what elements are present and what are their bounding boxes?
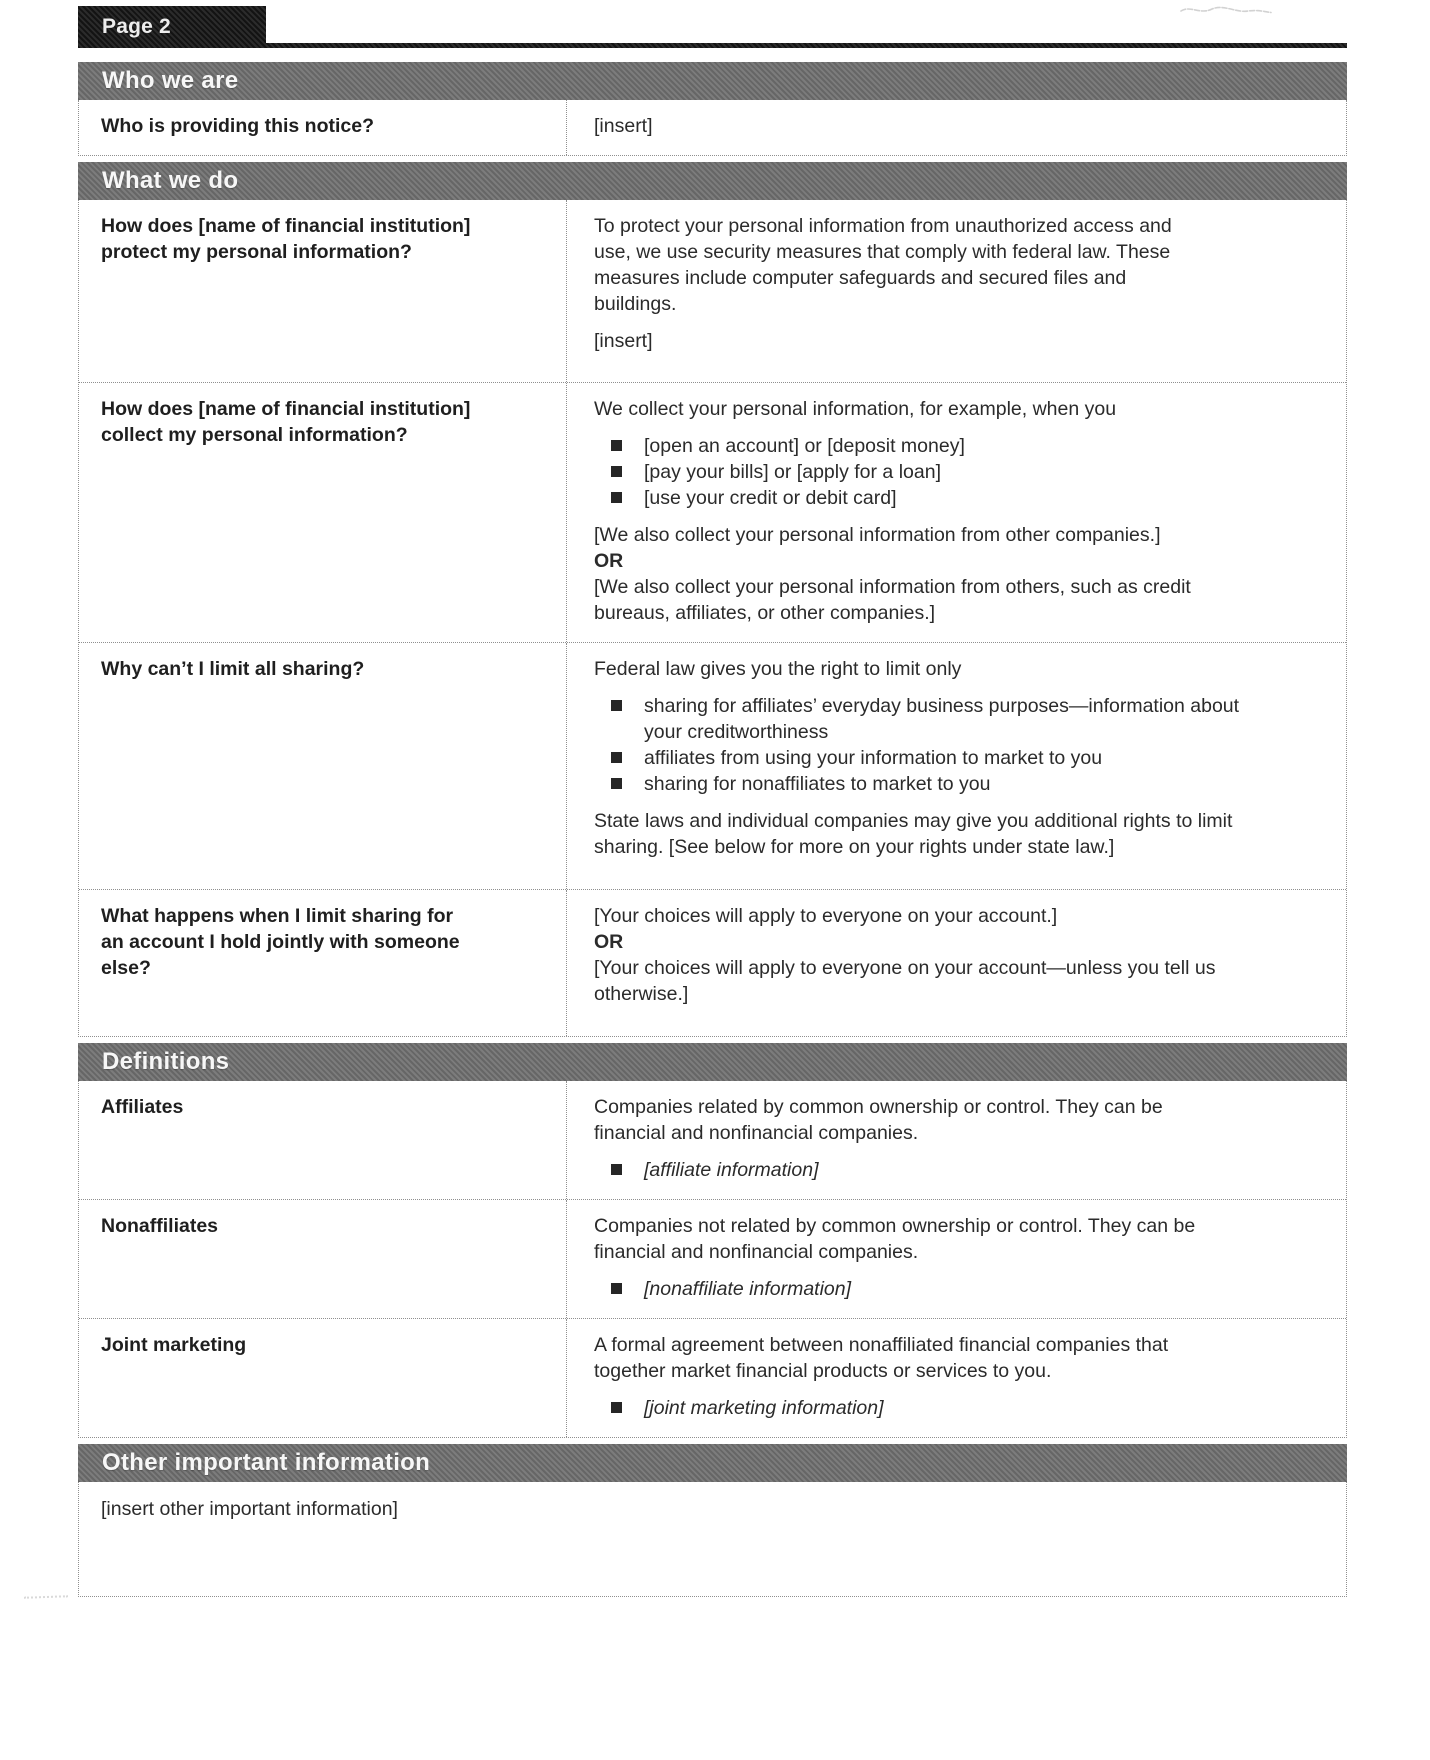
bullet-list bbox=[594, 693, 1276, 797]
answer-cell bbox=[566, 100, 1346, 155]
bullet-square-icon bbox=[611, 1402, 622, 1413]
answer-paragraph: We collect your personal information, for example, when you bbox=[594, 398, 1117, 420]
question-cell: How does [name of financial institution] collect my personal information? bbox=[101, 398, 471, 446]
definition-cell bbox=[566, 1081, 1346, 1199]
table-row bbox=[79, 100, 1346, 155]
scan-artifact-smudge bbox=[24, 1595, 68, 1600]
bullet-text: [pay your bills] or [apply for a loan] bbox=[644, 461, 941, 483]
bullet-item bbox=[594, 459, 1264, 485]
bullet-item bbox=[594, 1157, 1226, 1183]
page-number-label: Page 2 bbox=[102, 15, 171, 38]
page-number-tab bbox=[78, 6, 266, 48]
bullet-item bbox=[594, 485, 1264, 511]
or-label: OR bbox=[594, 550, 624, 572]
answer-paragraph: [We also collect your personal information from others, such as credit bureaus, affiliates, or other companies.] bbox=[594, 576, 1191, 624]
definitions-table bbox=[78, 1081, 1347, 1438]
table-row bbox=[79, 200, 1346, 382]
or-label: OR bbox=[594, 931, 624, 953]
term-cell: Nonaffiliates bbox=[101, 1215, 219, 1237]
answer-cell bbox=[566, 643, 1346, 889]
other-information-box bbox=[78, 1482, 1347, 1597]
table-row bbox=[79, 642, 1346, 889]
page-header bbox=[78, 0, 1347, 48]
section-title: Definitions bbox=[102, 1048, 230, 1075]
header-rule bbox=[78, 43, 1347, 48]
question-cell: Who is providing this notice? bbox=[101, 115, 374, 137]
bullet-square-icon bbox=[611, 752, 622, 763]
answer-paragraph: To protect your personal information from unauthorized access and use, we use security measures that comply with federal law. These measures include computer safeguards and secured files and buildings. bbox=[594, 215, 1172, 315]
bullet-text: [joint marketing information] bbox=[644, 1397, 884, 1419]
bullet-list bbox=[594, 1395, 1226, 1421]
answer-paragraph: State laws and individual companies may give you additional rights to limit sharing. [See below for more on your rights under state law.] bbox=[594, 810, 1233, 858]
answer-paragraph: [Your choices will apply to everyone on your account.] bbox=[594, 905, 1058, 927]
table-row bbox=[79, 889, 1346, 1036]
bullet-square-icon bbox=[611, 700, 622, 711]
bullet-list bbox=[594, 433, 1264, 511]
bullet-text: [open an account] or [deposit money] bbox=[644, 435, 965, 457]
question-cell: How does [name of financial institution] protect my personal information? bbox=[101, 215, 471, 263]
bullet-text: affiliates from using your information to market to you bbox=[644, 747, 1103, 769]
bullet-item bbox=[594, 771, 1276, 797]
definition-text: Companies not related by common ownership or control. They can be financial and nonfinancial companies. bbox=[594, 1215, 1196, 1263]
bullet-item bbox=[594, 433, 1264, 459]
bullet-square-icon bbox=[611, 778, 622, 789]
bullet-square-icon bbox=[611, 1164, 622, 1175]
section-title: What we do bbox=[102, 167, 239, 194]
answer-cell bbox=[566, 890, 1346, 1036]
who-table bbox=[78, 100, 1347, 156]
bullet-square-icon bbox=[611, 1283, 622, 1294]
section-title: Who we are bbox=[102, 67, 239, 94]
section-title: Other important information bbox=[102, 1449, 431, 1476]
table-row bbox=[79, 1318, 1346, 1437]
question-cell: Why can’t I limit all sharing? bbox=[101, 658, 365, 680]
answer-cell bbox=[566, 383, 1346, 642]
section-header-other-important-information bbox=[78, 1444, 1347, 1482]
section-header-what-we-do bbox=[78, 162, 1347, 200]
bullet-text: sharing for nonaffiliates to market to you bbox=[644, 773, 991, 795]
bullet-square-icon bbox=[611, 492, 622, 503]
answer-text: [insert] bbox=[594, 115, 653, 137]
bullet-text: [affiliate information] bbox=[644, 1159, 819, 1181]
table-row bbox=[79, 382, 1346, 642]
what-we-do-table bbox=[78, 200, 1347, 1037]
question-cell: What happens when I limit sharing for an account I hold jointly with someone else? bbox=[101, 905, 460, 979]
bullet-text: [nonaffiliate information] bbox=[644, 1278, 852, 1300]
bullet-item bbox=[594, 1395, 1226, 1421]
definition-cell bbox=[566, 1319, 1346, 1437]
answer-paragraph: [We also collect your personal information from other companies.] bbox=[594, 524, 1161, 546]
answer-paragraph: Federal law gives you the right to limit only bbox=[594, 658, 962, 680]
term-cell: Affiliates bbox=[101, 1096, 184, 1118]
bullet-item bbox=[594, 745, 1276, 771]
section-definitions bbox=[78, 1043, 1347, 1438]
definition-cell bbox=[566, 1200, 1346, 1318]
bullet-square-icon bbox=[611, 466, 622, 477]
bullet-list bbox=[594, 1276, 1226, 1302]
table-row bbox=[79, 1199, 1346, 1318]
privacy-notice-document bbox=[78, 0, 1347, 1597]
bullet-text: sharing for affiliates’ everyday business purposes—information about your creditworthiness bbox=[644, 695, 1240, 743]
section-what-we-do bbox=[78, 162, 1347, 1037]
bullet-item bbox=[594, 1276, 1226, 1302]
section-who-we-are bbox=[78, 62, 1347, 156]
answer-paragraph: [insert] bbox=[594, 330, 653, 352]
bullet-square-icon bbox=[611, 440, 622, 451]
bullet-item bbox=[594, 693, 1276, 745]
table-row bbox=[79, 1081, 1346, 1199]
bullet-text: [use your credit or debit card] bbox=[644, 487, 897, 509]
definition-text: Companies related by common ownership or control. They can be financial and nonfinancial companies. bbox=[594, 1096, 1163, 1144]
term-cell: Joint marketing bbox=[101, 1334, 247, 1356]
answer-paragraph: [Your choices will apply to everyone on your account—unless you tell us otherwise.] bbox=[594, 957, 1216, 1005]
section-other-important-information bbox=[78, 1444, 1347, 1597]
section-header-definitions bbox=[78, 1043, 1347, 1081]
definition-text: A formal agreement between nonaffiliated financial companies that together market financial products or services to you. bbox=[594, 1334, 1169, 1382]
bullet-list bbox=[594, 1157, 1226, 1183]
other-information-text: [insert other important information] bbox=[101, 1498, 398, 1520]
answer-cell bbox=[566, 200, 1346, 382]
section-header-who-we-are bbox=[78, 62, 1347, 100]
